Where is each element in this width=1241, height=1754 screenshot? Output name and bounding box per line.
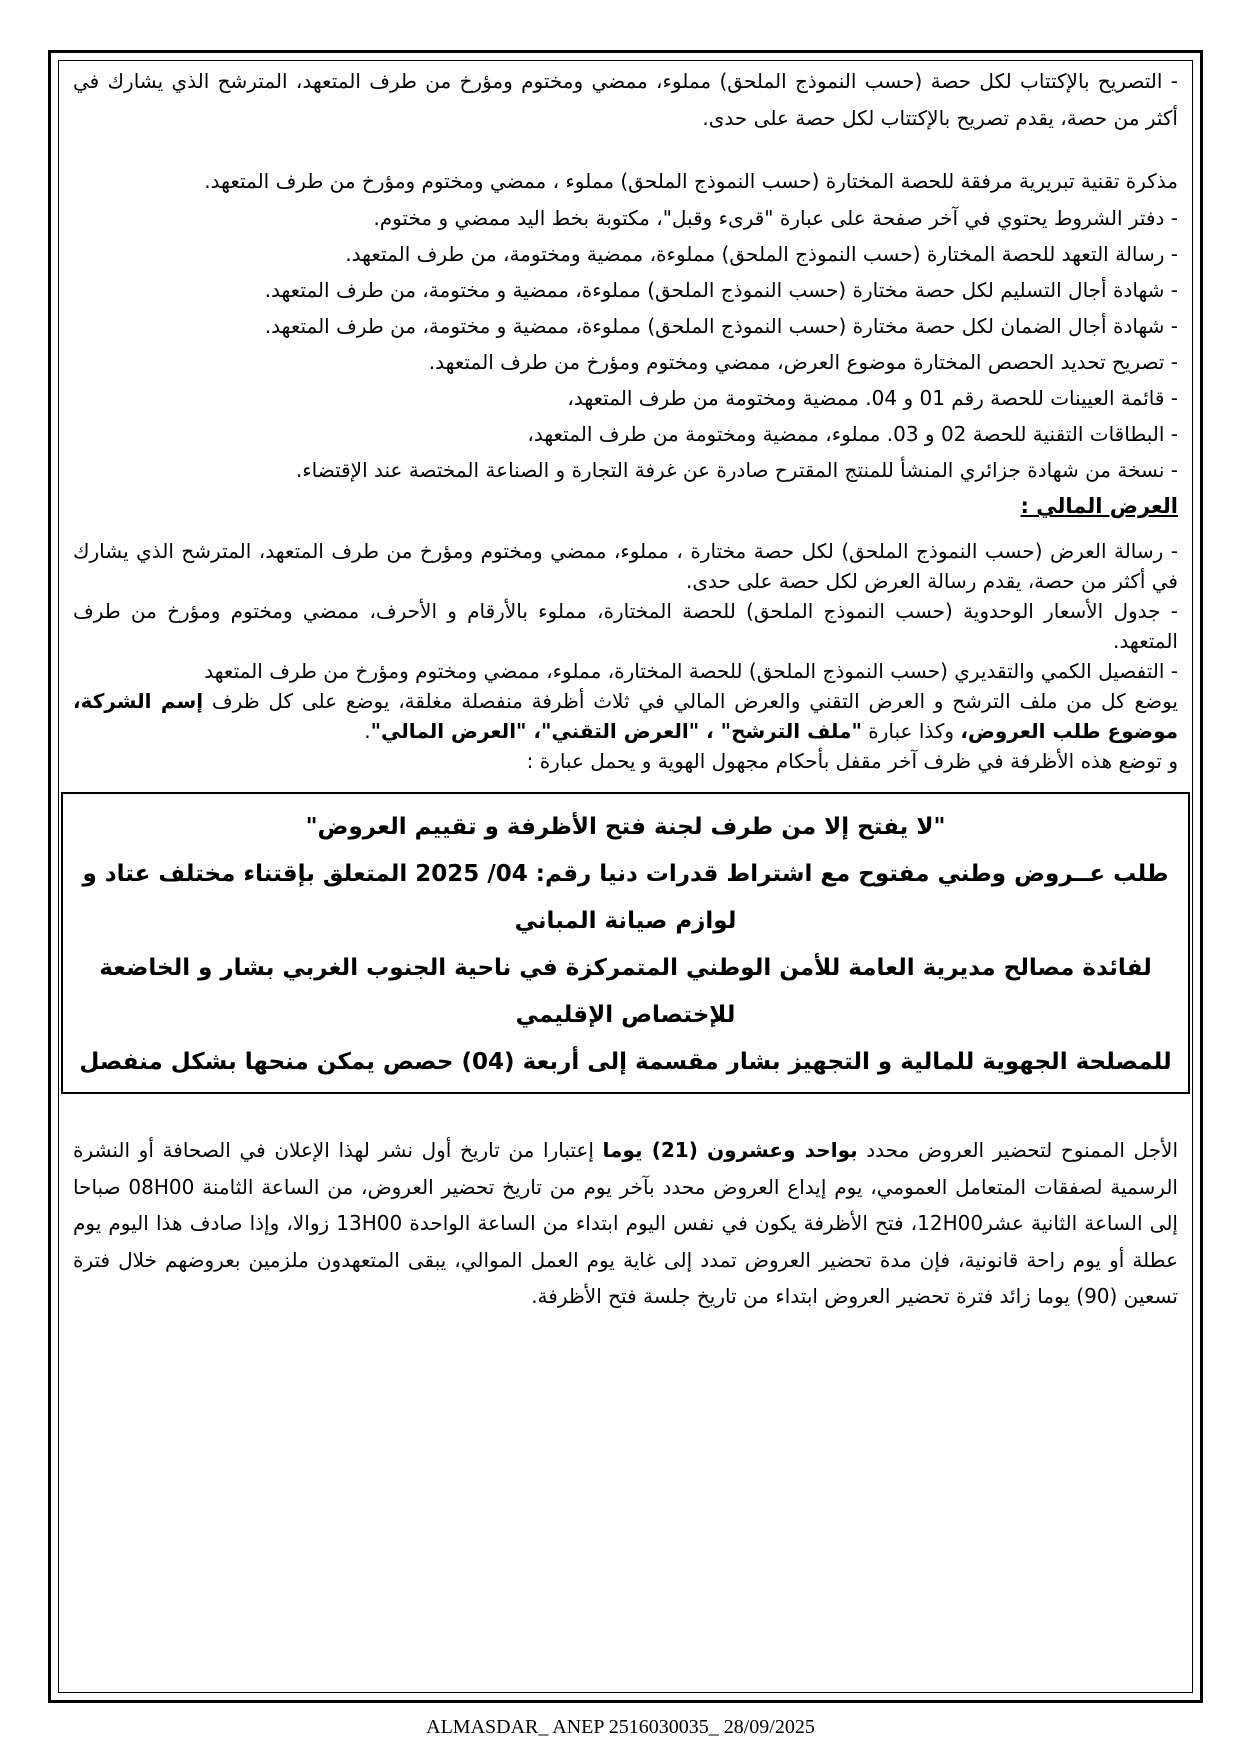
inner-frame bbox=[58, 60, 1193, 1693]
technical-memo-line: مذكرة تقنية تبريرية مرفقة للحصة المختارة (حسب النموذج الملحق) مملوء ، ممضي ومختوم ومؤرخ من طرف المتعهد. bbox=[204, 169, 1178, 193]
envelope-label-box bbox=[61, 792, 1190, 1094]
list-item: - تصريح تحديد الحصص المختارة موضوع العرض، ممضي ومختوم ومؤرخ من طرف المتعهد. bbox=[428, 350, 1178, 374]
notice-tender-title-line: طلب عــروض وطني مفتوح مع اشتراط قدرات دنيا رقم: 04/ 2025 المتعلق بإقتناء مختلف عتاد و لوازم صيانة المباني bbox=[82, 861, 1169, 934]
list-item: - شهادة أجال الضمان لكل حصة مختارة (حسب النموذج الملحق) مملوءة، ممضية و مختومة، من طرف المتعهد. bbox=[264, 314, 1178, 338]
list-item: - نسخة من شهادة جزائري المنشأ للمنتج المقترح صادرة عن غرفة التجارة و الصناعة المختصة عند الإقتضاء. bbox=[295, 458, 1178, 482]
deadline-paragraph: الأجل الممنوح لتحضير العروض محدد بواحد وعشرون (21) يوما إعتبارا من تاريخ أول نشر لهذا الإعلان في الصحافة أو النشرة الرسمية لصفقات المتعامل العمومي، يوم إيداع العروض محدد بآخر يوم من تاريخ تحضير العروض، من الساعة الثامنة 08H00 صباحا إلى الساعة الثانية عشر12H00، فتح الأظرفة يكون في نفس اليوم ابتداء من الساعة الواحدة 13H00 زوالا، وإذا صادف هذا اليوم يوم عطلة أو يوم راحة قانونية، فإن مدة تحضير العروض تمدد إلى غاية يوم العمل الموالي، يبقى المتعهدون ملزمين بعروضهم خلال فترة تسعين (90) يوما زائد فترة تحضير العروض ابتداء من تاريخ جلسة فتح الأظرفة. bbox=[73, 1138, 1179, 1308]
list-item: - البطاقات التقنية للحصة 02 و 03. مملوء، ممضية ومختومة من طرف المتعهد، bbox=[527, 422, 1178, 446]
list-item: - قائمة العيينات للحصة رقم 01 و 04. ممضية ومختومة من طرف المتعهد، bbox=[567, 386, 1178, 410]
candidature-documents-list bbox=[73, 200, 1178, 488]
outer-frame bbox=[48, 50, 1203, 1703]
list-item: - جدول الأسعار الوحدوية (حسب النموذج الملحق) للحصة المختارة، مملوء بالأرقام و الأحرف، ممضي ومختوم ومؤرخ من طرف المتعهد. bbox=[73, 599, 1178, 653]
financial-offer-heading: العرض المالي : bbox=[1020, 494, 1178, 518]
outer-envelope-line: و توضع هذه الأظرفة في ظرف آخر مقفل بأحكام مجهول الهوية و يحمل عبارة : bbox=[526, 749, 1178, 773]
list-item: - دفتر الشروط يحتوي في آخر صفحة على عبارة "قرىء وقبل"، مكتوبة بخط اليد ممضي و مختوم. bbox=[373, 206, 1178, 230]
envelope-instructions-paragraph: يوضع كل من ملف الترشح و العرض التقني والعرض المالي في ثلاث أظرفة منفصلة مغلقة، يوضع على كل ظرف إسم الشركة، موضوع طلب العروض، وكذا عبارة "ملف الترشح" ، "العرض التقني"، "العرض المالي". bbox=[73, 689, 1178, 743]
financial-documents-list bbox=[73, 536, 1178, 686]
notice-lots-line: للمصلحة الجهوية للمالية و التجهيز بشار مقسمة إلى أربعة (04) حصص يمكن منحها بشكل منفصل bbox=[79, 1049, 1172, 1075]
subscription-declaration-paragraph: - التصريح بالإكتتاب لكل حصة (حسب النموذج الملحق) مملوء، ممضي ومختوم ومؤرخ من طرف المتعهد، المترشح الذي يشارك في أكثر من حصة، يقدم تصريح بالإكتتاب لكل حصة على حدى. bbox=[73, 69, 1178, 130]
list-item: - التفصيل الكمي والتقديري (حسب النموذج الملحق) للحصة المختارة، مملوء، ممضي ومختوم ومؤرخ من طرف المتعهد bbox=[204, 659, 1178, 683]
list-item: - شهادة أجال التسليم لكل حصة مختارة (حسب النموذج الملحق) مملوءة، ممضية و مختومة، من طرف المتعهد. bbox=[264, 278, 1178, 302]
list-item: - رسالة العرض (حسب النموذج الملحق) لكل حصة مختارة ، مملوء، ممضي ومختوم ومؤرخ من طرف المتعهد، المترشح الذي يشارك في أكثر من حصة، يقدم رسالة العرض لكل حصة على حدى. bbox=[73, 539, 1178, 593]
document-content bbox=[59, 61, 1192, 1692]
footer-reference: ALMASDAR_ ANEP 2516030035_ 28/09/2025 bbox=[426, 1716, 815, 1738]
list-item: - رسالة التعهد للحصة المختارة (حسب النموذج الملحق) مملوءة، ممضية ومختومة، من طرف المتعهد. bbox=[345, 242, 1178, 266]
notice-do-not-open-line: "لا يفتح إلا من طرف لجنة فتح الأظرفة و تقييم العروض" bbox=[305, 814, 946, 840]
notice-beneficiary-line: لفائدة مصالح مديرية العامة للأمن الوطني المتمركزة في ناحية الجنوب الغربي بشار و الخاضعة للإختصاص الإقليمي bbox=[99, 955, 1152, 1028]
